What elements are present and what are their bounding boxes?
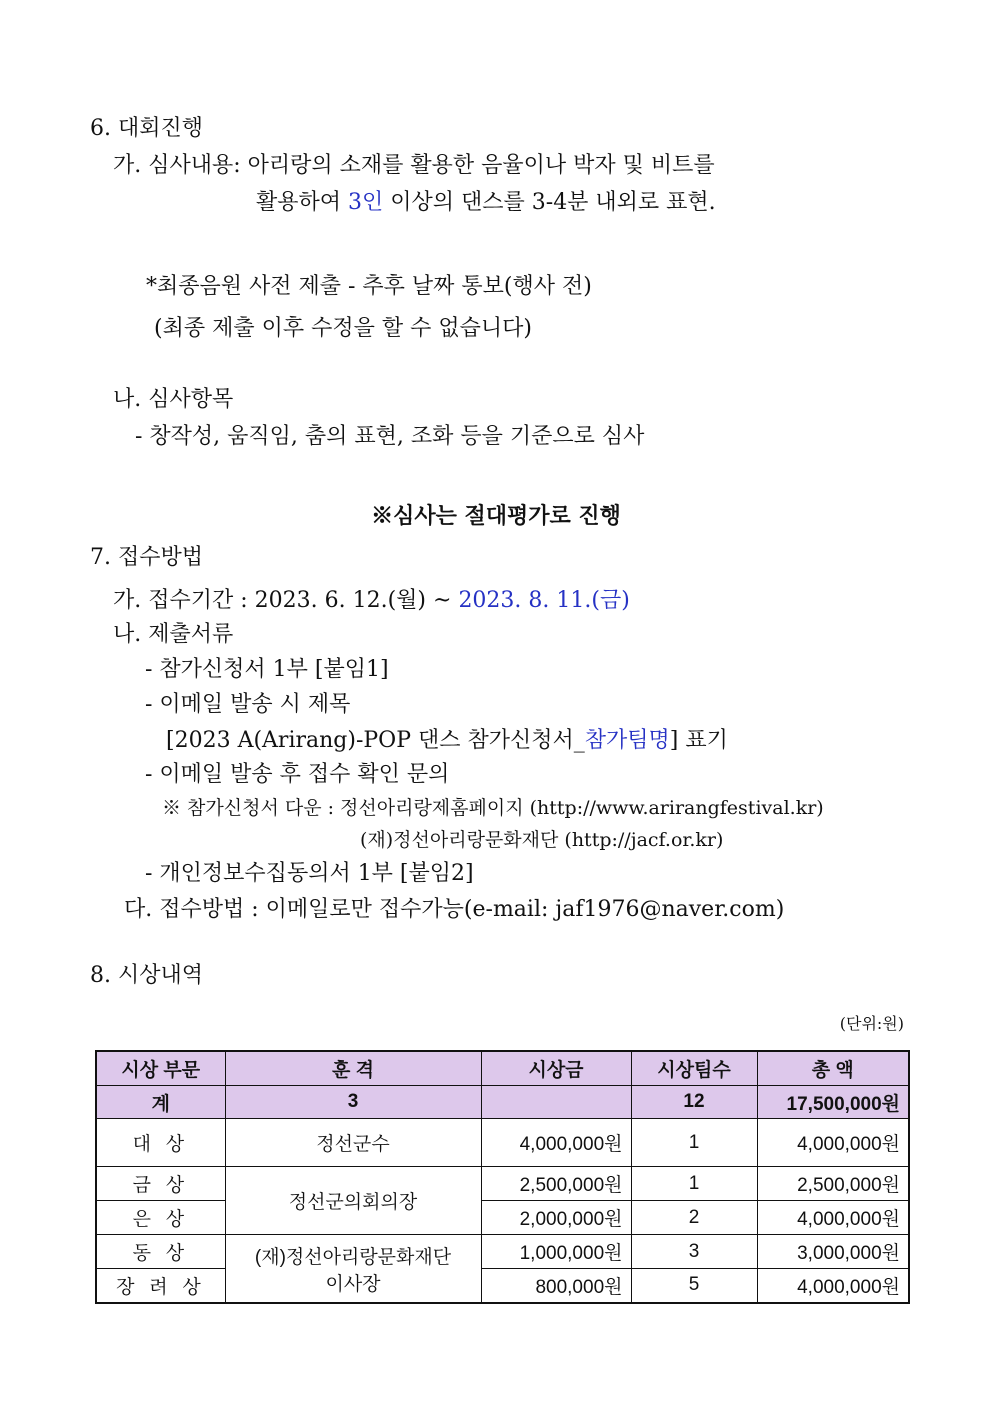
award-by-cell: 이사장: [225, 1269, 481, 1303]
unit-label: (단위:원): [839, 1014, 904, 1033]
table-row: [96, 1167, 909, 1201]
table-row: [96, 1201, 909, 1235]
category-cell: 동 상: [96, 1235, 225, 1269]
total-teams: 12: [631, 1086, 757, 1119]
teams-cell: 2: [631, 1201, 757, 1235]
header-teams: 시상팀수: [631, 1051, 757, 1086]
header-total: 총 액: [757, 1051, 909, 1086]
section7-heading: 7. 접수방법: [90, 545, 203, 570]
category-cell: 장 려 상: [96, 1269, 225, 1303]
section8-heading: 8. 시상내역: [90, 963, 203, 988]
teams-cell: 1: [631, 1167, 757, 1201]
prize-cell: 4,000,000원: [481, 1119, 631, 1167]
prize-cell: 800,000원: [481, 1269, 631, 1303]
total-row: [96, 1086, 909, 1119]
min-members: 3인: [348, 190, 384, 215]
total-cell: 4,000,000원: [757, 1201, 909, 1235]
download-note: ※ 참가신청서 다운 : 정선아리랑제홈페이지 (http://www.arirangfestival.kr): [162, 797, 824, 819]
music-note: *최종음원 사전 제출 - 추후 날짜 통보(행사 전): [146, 274, 592, 299]
teams-cell: 1: [631, 1119, 757, 1167]
total-cell: 3,000,000원: [757, 1235, 909, 1269]
total-label: 계: [96, 1086, 225, 1119]
category-cell: 대 상: [96, 1119, 225, 1167]
total-amount: 17,500,000원: [757, 1086, 909, 1119]
doc-confirm-receipt: - 이메일 발송 후 접수 확인 문의: [145, 762, 450, 787]
music-note-detail: (최종 제출 이후 수정을 할 수 없습니다): [154, 316, 532, 341]
judging-criteria-heading: 나. 심사항목: [113, 387, 234, 412]
header-award-by: 훈 격: [225, 1051, 481, 1086]
teams-cell: 3: [631, 1235, 757, 1269]
total-award-count: 3: [225, 1086, 481, 1119]
application-period: 가. 접수기간 : 2023. 6. 12.(월) ~ 2023. 8. 11.(금): [113, 588, 630, 613]
table-row: [96, 1269, 909, 1303]
doc-privacy-consent: - 개인정보수집동의서 1부 [붙임2]: [145, 861, 474, 886]
absolute-evaluation-note: ※심사는 절대평가로 진행: [371, 503, 621, 529]
header-prize: 시상금: [481, 1051, 631, 1086]
team-name-placeholder: 참가팀명: [584, 728, 670, 753]
prize-cell: 2,000,000원: [481, 1201, 631, 1235]
download-note-foundation: (재)정선아리랑문화재단 (http://jacf.or.kr): [360, 829, 724, 851]
header-category: 시상 부문: [96, 1051, 225, 1086]
total-prize: [481, 1086, 631, 1119]
email-subject-format: [2023 A(Arirang)-POP 댄스 참가신청서_참가팀명] 표기: [166, 728, 728, 753]
teams-cell: 5: [631, 1269, 757, 1303]
total-cell: 2,500,000원: [757, 1167, 909, 1201]
prize-cell: 2,500,000원: [481, 1167, 631, 1201]
total-cell: 4,000,000원: [757, 1269, 909, 1303]
total-cell: 4,000,000원: [757, 1119, 909, 1167]
judging-criteria-item: - 창작성, 움직임, 춤의 표현, 조화 등을 기준으로 심사: [135, 424, 645, 449]
deadline: 2023. 8. 11.(금): [458, 588, 630, 613]
judging-content: 가. 심사내용: 아리랑의 소재를 활용한 음율이나 박자 및 비트를: [113, 153, 715, 178]
award-by-cell: 정선군의회의장: [225, 1167, 481, 1235]
table-row: [96, 1235, 909, 1269]
prize-cell: 1,000,000원: [481, 1235, 631, 1269]
award-by-cell: (재)정선아리랑문화재단: [225, 1235, 481, 1269]
category-cell: 은 상: [96, 1201, 225, 1235]
table-header-row: [96, 1051, 909, 1086]
award-by-cell: 정선군수: [225, 1119, 481, 1167]
doc-application-form: - 참가신청서 1부 [붙임1]: [145, 657, 389, 682]
prize-table: [95, 1050, 910, 1304]
judging-content-line2: 활용하여 3인 이상의 댄스를 3-4분 내외로 표현.: [256, 190, 716, 215]
doc-email-subject: - 이메일 발송 시 제목: [145, 692, 351, 717]
documents-heading: 나. 제출서류: [113, 622, 234, 647]
table-row: [96, 1119, 909, 1167]
section6-heading: 6. 대회진행: [90, 116, 203, 141]
category-cell: 금 상: [96, 1167, 225, 1201]
application-method: 다. 접수방법 : 이메일로만 접수가능(e-mail: jaf1976@naver.com): [124, 897, 785, 922]
